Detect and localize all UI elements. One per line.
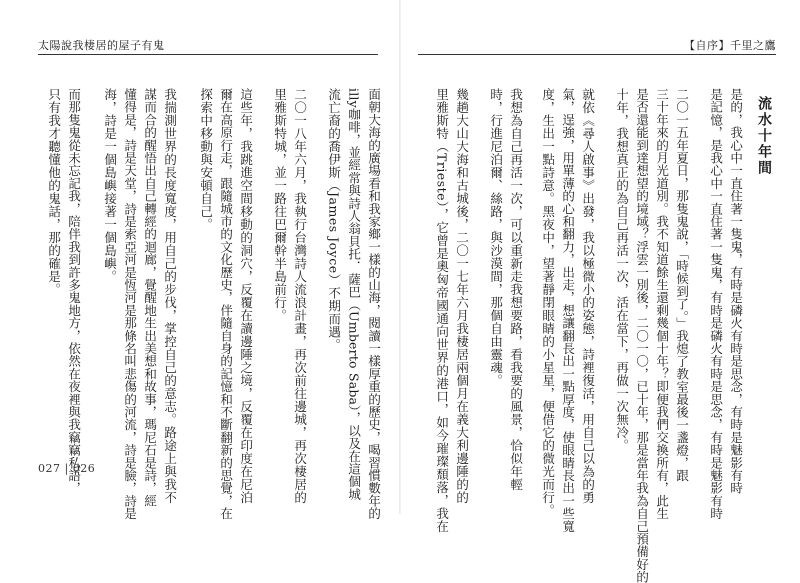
chapter-title: 流水十年間 [756, 96, 772, 176]
left-running-head: 太陽說我棲居的屋子有鬼 [38, 39, 165, 52]
right-running-head: 【自序】千里之鷹 [684, 39, 776, 52]
right-column-9: 是否還能到達想望的境域？浮雲一別後，二〇一〇，已十年，那是當年我為自己預備好的 [634, 88, 650, 583]
right-column-7: 就依《尋人啟事》出發，我以極微小的姿態，詩裡復活，用自己以為的勇 [580, 88, 596, 504]
left-column-14: 面朝大海的廣場看和我家鄉一樣的山海，閱讀一樣厚重的歷史，喝習慣數年的 [366, 88, 382, 520]
right-column-4: 我想為自己再活一次，可以重新走我想要路，看我要的風景，恰似年輕 [508, 88, 524, 491]
right-header-rule [418, 54, 776, 55]
right-column-13: 是的，我心中一直住著一隻鬼，有時是磷火有時是思念，有時是魅影有時 [728, 88, 744, 495]
left-column-2: 而那隻鬼從未忘記我，陪伴我到許多鬼地方，依然在夜裡與我竊竊私語， [66, 88, 82, 495]
left-column-10: 里雅斯特城，並一路往巴爾幹半島前行。 [272, 88, 288, 322]
left-column-3: 海，詩是一個島嶼接著一個島嶼。 [102, 88, 118, 283]
right-column-10: 三十年來的月光道別。我不知道餘生還剩幾個十年？即便我們交換所有，此生 [654, 88, 670, 520]
right-column-3: 時，行進尼泊爾、絲路，與沙漠間，那個自由靈魂。 [488, 88, 504, 387]
left-column-12: 流亡裔的喬伊斯（James Joyce）不期而遇。 [326, 88, 342, 352]
left-column-4: 懂得是，詩是天堂，詩是索亞河是恆河是那條名叫悲傷的河流，詩是臉，詩是 [122, 88, 138, 520]
left-column-11: 二〇一八年六月，我執行台灣詩人流浪計畫，再次前往邊城，再次棲居的 [292, 88, 308, 504]
right-column-1: 里雅斯特（Trieste），它曾是奧匈帝國通向世界的港口，如今璀璨頹落，我在 [434, 88, 450, 533]
page-numbers: 027 | 026 [38, 462, 96, 475]
left-header-rule [38, 54, 378, 55]
right-column-8: 十年，我想真正的為自己再活一次，活在當下，再做一次無冷。 [614, 88, 630, 452]
left-column-1: 只有我才聽懂他的鬼話，那的確是。 [46, 88, 62, 296]
right-column-12: 是記憶，是我心中一直住著一隻鬼，有時是磷火有時是思念，有時是魅影有時 [708, 88, 724, 520]
right-page [400, 0, 800, 583]
right-column-2: 幾趟大山大海和古城後，二〇一七年六月我棲居兩個月在義大利邊陲的的 [454, 88, 470, 504]
left-column-5: 謀而合的醒悟出自己轉經的迴廊，覺醒地生出美想和故事，瑪尼石是詩，經 [142, 88, 158, 508]
left-column-8: 爾在高原行走，跟隨城市的文化歷史，伴隨自身的記憶和不斷翻新的思覺，在 [218, 88, 234, 520]
right-column-11: 二〇一五年夏日，那隻鬼說，「時候到了。」我熄了教室最後一盞燈，跟 [674, 88, 690, 482]
left-column-7: 探索中移動與安頓自己。 [198, 88, 214, 231]
right-column-5: 度，生出一點詩意。黑夜中，望著靜閉眼睛的小星星，便借它的微光而行。 [540, 88, 556, 517]
left-page [0, 0, 400, 520]
left-column-13: illy咖啡，並經常與詩人翁貝托．薩巴（Umberto Saba），以及在這個城 [346, 88, 362, 501]
right-column-6: 氣，逞強，用單薄的心和翻力，出走，想讓翻長出一點厚度，使眼睛長出一些寬 [560, 88, 576, 533]
left-column-9: 這些年，我跳進空間移動的洞穴，反覆在讀邊陲之境，反覆在印度在尼泊 [238, 88, 254, 504]
left-column-6: 我揣測世界的長度寬度，用自己的步伐，掌控自己的意志。路途上與我不 [162, 88, 178, 504]
